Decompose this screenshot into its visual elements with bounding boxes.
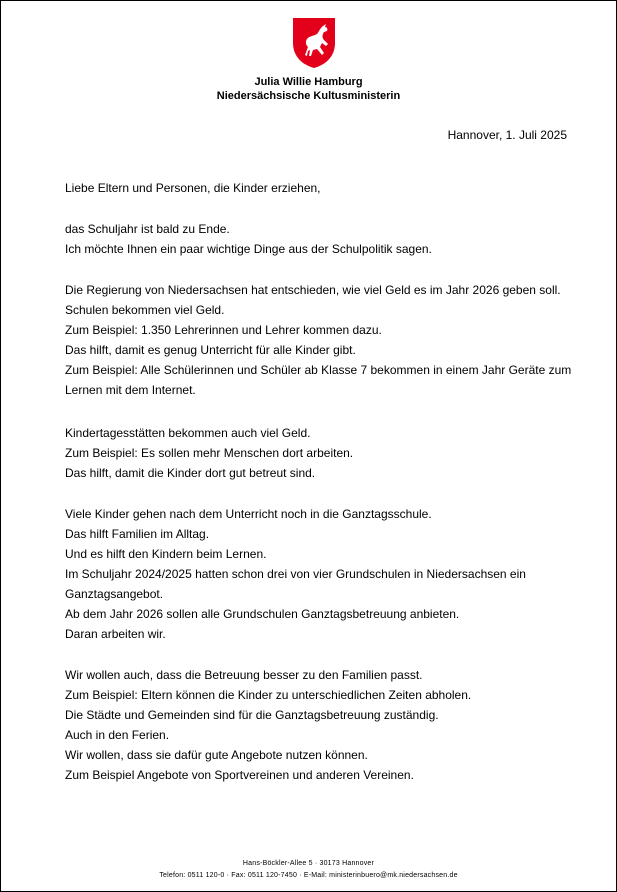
text-line: Zum Beispiel: Es sollen mehr Menschen dort arbeiten. xyxy=(65,446,354,460)
text-line: Die Regierung von Niedersachsen hat entschieden, wie viel Geld es im Jahr 2026 geben soll. xyxy=(65,283,561,297)
text-line: Zum Beispiel Angebote von Sportvereinen und anderen Vereinen. xyxy=(65,768,414,782)
paragraph-2 xyxy=(65,280,572,400)
paragraph-3 xyxy=(65,423,565,483)
text-line: Auch in den Ferien. xyxy=(65,728,170,742)
text-line: Zum Beispiel: Eltern können die Kinder zu unterschiedlichen Zeiten abholen. xyxy=(65,688,472,702)
text-line: Wir wollen, dass sie dafür gute Angebote nutzen können. xyxy=(65,748,368,762)
text-line: Das hilft Familien im Alltag. xyxy=(65,527,210,541)
text-line: Ganztagsangebot. xyxy=(65,587,164,601)
salutation xyxy=(65,178,565,198)
sender-office: Niedersächsische Kultusministerin xyxy=(216,90,401,102)
paragraph-5 xyxy=(65,665,565,785)
text-line: Im Schuljahr 2024/2025 hatten schon drei von vier Grundschulen in Niedersachsen ein xyxy=(65,567,526,581)
paragraph-1 xyxy=(65,219,565,259)
sender-name: Julia Willie Hamburg xyxy=(254,76,363,88)
text-line: das Schuljahr ist bald zu Ende. xyxy=(65,222,230,236)
text-line: Kindertagesstätten bekommen auch viel Geld. xyxy=(65,426,311,440)
text-line: Zum Beispiel: 1.350 Lehrerinnen und Lehrer kommen dazu. xyxy=(65,323,382,337)
footer-contact: Telefon: 0511 120-0 · Fax: 0511 120-7450 · E-Mail: ministerinbuero@mk.niedersachsen.de xyxy=(159,872,458,879)
letter-date: Hannover, 1. Juli 2025 xyxy=(447,128,567,142)
text-line: Daran arbeiten wir. xyxy=(65,627,166,641)
text-line: Ab dem Jahr 2026 sollen alle Grundschulen Ganztagsbetreuung anbieten. xyxy=(65,607,460,621)
text-line: Ich möchte Ihnen ein paar wichtige Dinge aus der Schulpolitik sagen. xyxy=(65,242,432,256)
text-line: Wir wollen auch, dass die Betreuung besser zu den Familien passt. xyxy=(65,668,423,682)
text-line: Das hilft, damit die Kinder dort gut betreut sind. xyxy=(65,466,316,480)
salutation-line: Liebe Eltern und Personen, die Kinder erziehen, xyxy=(65,181,321,195)
footer-address: Hans-Böckler-Allee 5 · 30173 Hannover xyxy=(242,860,375,867)
text-line: Viele Kinder gehen nach dem Unterricht noch in die Ganztagsschule. xyxy=(65,507,432,521)
lower-saxony-horse-crest-icon xyxy=(291,17,337,69)
text-line: Die Städte und Gemeinden sind für die Ganztagsbetreuung zuständig. xyxy=(65,708,439,722)
text-line: Und es hilft den Kindern beim Lernen. xyxy=(65,547,267,561)
paragraph-4 xyxy=(65,504,565,644)
text-line: Schulen bekommen viel Geld. xyxy=(65,303,225,317)
text-line: Zum Beispiel: Alle Schülerinnen und Schüler ab Klasse 7 bekommen in einem Jahr Geräte zum xyxy=(65,363,572,377)
text-line: Lernen mit dem Internet. xyxy=(65,383,196,397)
text-line: Das hilft, damit es genug Unterricht für alle Kinder gibt. xyxy=(65,343,356,357)
